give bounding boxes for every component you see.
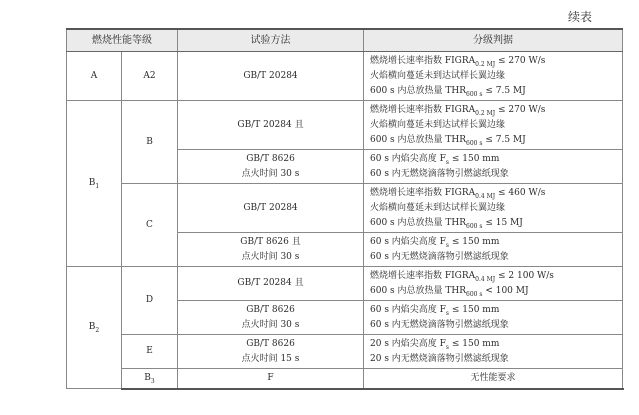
header-grade: 燃烧性能等级	[67, 29, 178, 52]
method-c-1: GB/T 20284	[178, 184, 364, 233]
header-method: 试验方法	[178, 29, 364, 52]
level-c: C	[122, 184, 178, 267]
method-d-2: GB/T 8626 点火时间 30 s	[178, 301, 364, 335]
criteria-c-2: 60 s 内焰尖高度 $F_s \le 150$ mm 60 s 内无燃烧滴落物引燃滤纸现象	[364, 233, 623, 267]
criteria-c-1: 燃烧增长速率指数 $FIGRA_{0.4 MJ} \le 460$ W/s 火焰横向蔓延未到达试样长翼边缘 600 s 内总放热量 $THR_{600 s} \le 15$ MJ	[364, 184, 623, 233]
table-row-c-1	[67, 184, 623, 233]
level-d: D	[122, 267, 178, 335]
method-b-1: GB/T 20284 且	[178, 101, 364, 150]
table-row-b-1	[67, 101, 623, 150]
table-row-d-1	[67, 267, 623, 301]
table-row-e	[67, 335, 623, 369]
method-d-1: GB/T 20284 且	[178, 267, 364, 301]
criteria-e: 20 s 内焰尖高度 $F_s \le 150$ mm 20 s 内无燃烧滴落物引燃滤纸现象	[364, 335, 623, 369]
method-a2: GB/T 20284	[178, 52, 364, 101]
method-e: GB/T 8626 点火时间 15 s	[178, 335, 364, 369]
table-row-a2	[67, 52, 623, 101]
criteria-d-1: 燃烧增长速率指数 $FIGRA_{0.4 MJ} \le 2$ 100 W/s 600 s 内总放热量 $THR_{600 s} < 100$ MJ	[364, 267, 623, 301]
criteria-a2: 燃烧增长速率指数 $FIGRA_{0.2 MJ} \le 270$ W/s 火焰横向蔓延未到达试样长翼边缘 600 s 内总放热量 $THR_{600 s} \le 7.5$ MJ	[364, 52, 623, 101]
criteria-b-2: 60 s 内焰尖高度 $F_s \le 150$ mm 60 s 内无燃烧滴落物引燃滤纸现象	[364, 150, 623, 184]
grade-b1: $B_1$	[67, 101, 122, 267]
criteria-d-2: 60 s 内焰尖高度 $F_s \le 150$ mm 60 s 内无燃烧滴落物引燃滤纸现象	[364, 301, 623, 335]
grade-b2: $B_2$	[67, 267, 122, 389]
method-c-2: GB/T 8626 且 点火时间 30 s	[178, 233, 364, 267]
level-a2: A2	[122, 52, 178, 101]
grade-a: A	[67, 52, 122, 101]
continued-label: 续表	[568, 10, 593, 24]
level-f: F	[178, 369, 364, 389]
level-e: E	[122, 335, 178, 369]
fire-classification-table	[66, 28, 623, 390]
header-criteria: 分级判据	[364, 29, 623, 52]
criteria-f: 无性能要求	[364, 369, 623, 389]
grade-b3: $B_3$	[122, 369, 178, 389]
table-row-f	[67, 369, 623, 389]
method-b-2: GB/T 8626 点火时间 30 s	[178, 150, 364, 184]
header-row	[67, 29, 623, 52]
criteria-b-1: 燃烧增长速率指数 $FIGRA_{0.2 MJ} \le 270$ W/s 火焰横向蔓延未到达试样长翼边缘 600 s 内总放热量 $THR_{600 s} \le 7.5$ MJ	[364, 101, 623, 150]
level-b: B	[122, 101, 178, 184]
